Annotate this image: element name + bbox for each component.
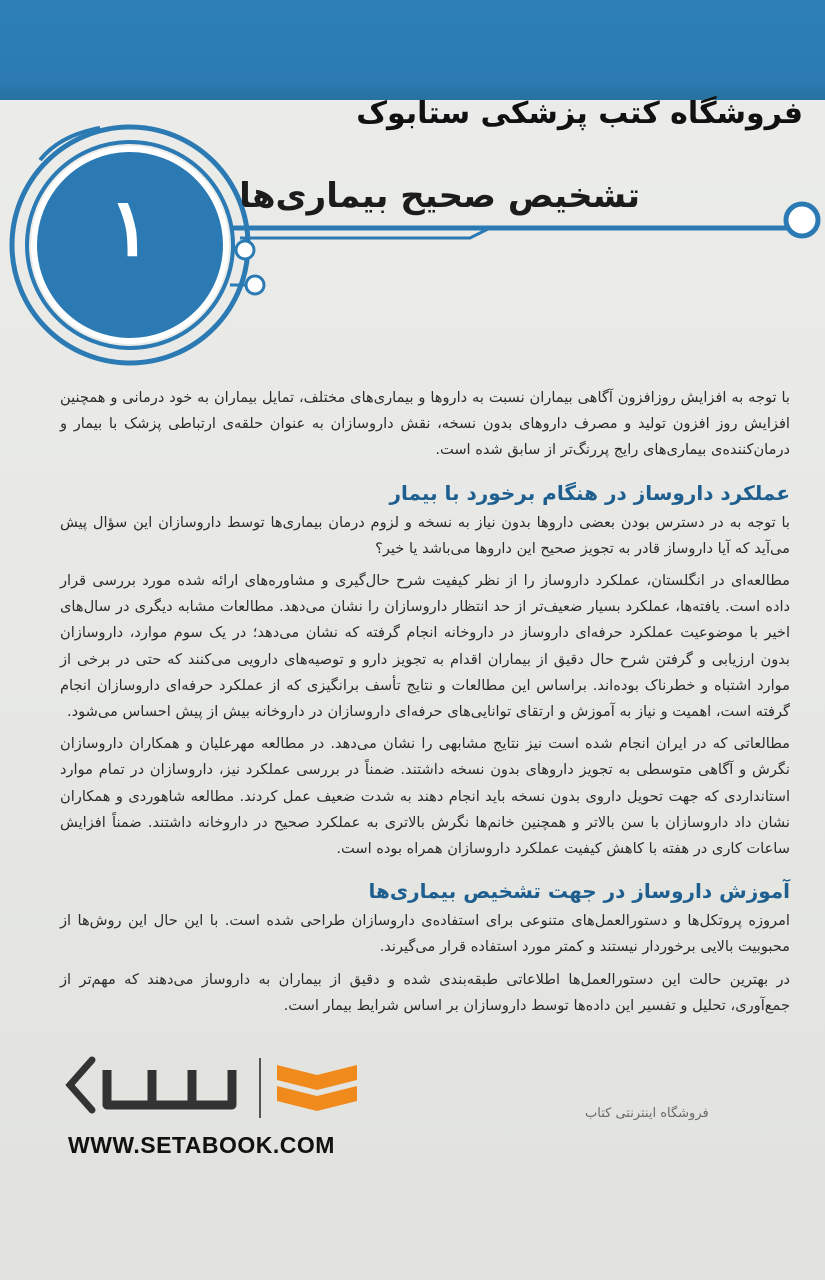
store-title: فروشگاه کتب پزشکی ستابوک bbox=[356, 96, 803, 131]
watermark-url: WWW.SETABOOK.COM bbox=[68, 1132, 335, 1158]
intro-paragraph: با توجه به افزایش روزافزون آگاهی بیماران نسبت به داروها و بیماری‌های مختلف، تمایل بیماران به خود درمانی و همچنین افزایش روز افزون تولید و مصرف داروهای بدون نسخه، نقش داروسازان به عنوان حلقه‌ی ارتباطی پزشک با بیمار و درمان‌کننده‌ی بیماری‌های رایج پررنگ‌تر از سابق شده است. bbox=[60, 389, 790, 459]
section-heading: آموزش داروساز در جهت تشخیص بیماری‌ها bbox=[368, 879, 790, 904]
paragraph: در بهترین حالت این دستورالعمل‌ها اطلاعاتی طبقه‌بندی شده و دقیق از بیماران به داروساز می‌دهند که مهم‌تر از جمع‌آوری، تحلیل و تفسیر این داده‌ها توسط داروسازان بر اساس شرایط بیمار است. bbox=[60, 970, 790, 1014]
paragraph: امروزه پروتکل‌ها و دستورالعمل‌های متنوعی برای استفاده‌ی داروسازان طراحی شده است. با این حال این روش‌ها از محبوبیت بالایی برخوردار نیستند و کمتر مورد استفاده قرار می‌گیرند. bbox=[60, 912, 790, 956]
top-color-band bbox=[0, 0, 825, 100]
chapter-title: تشخیص صحیح بیماری‌ها bbox=[239, 176, 640, 216]
watermark-subtitle: فروشگاه اینترنتی کتاب bbox=[585, 1106, 709, 1121]
paragraph: با توجه به در دسترس بودن بعضی داروها بدون نیاز به نسخه و لزوم درمان بیماری‌ها توسط داروسازان این سؤال پیش می‌آید که آیا داروساز قادر به تجویز صحیح این داروها می‌باشد یا خیر؟ bbox=[60, 513, 790, 557]
chapter-number: ۱ bbox=[108, 180, 152, 274]
main-content bbox=[60, 385, 790, 1025]
paragraph: مطالعه‌ای در انگلستان، عملکرد داروساز را از نظر کیفیت شرح حال‌گیری و مشاوره‌های ارائه شده مورد بررسی قرار داده است. یافته‌ها، عملکرد بسیار ضعیف‌تر از حد انتظار داروسازان را نشان می‌دهد. مطالعات مشابه دیگری در سال‌های اخیر با موضوعیت عملکرد حرفه‌ای داروساز در داروخانه انجام گرفته که نشان می‌دهد؛ در یک سوم موارد، داروسازان بدون ارزیابی و گرفتن شرح حال دقیق از بیماران اقدام به تجویز دارو و توصیه‌های دارویی می‌کنند که حتی در برخی از موارد اشتباه و خطرناک بوده‌اند. براساس این مطالعات و نتایج تأسف برانگیزی که از عملکرد حرفه‌ای داروسازان انجام گرفته است، اهمیت و نیاز به آموزش و ارتقای توانایی‌های حرفه‌ای داروسازان در داروخانه بیش از پیش احساس می‌شود. bbox=[60, 572, 790, 721]
paragraph: مطالعاتی که در ایران انجام شده است نیز نتایج مشابهی را نشان می‌دهد. در مطالعه مهرعلیان و همکاران داروسازان نگرش و آگاهی متوسطی به تجویز داروهای بدون نسخه داشتند. ضمناً در بررسی عملکرد نیز، داروسازان در تمام موارد استانداردی که جهت تحویل داروی بدون نسخه باید انجام دهند به شدت ضعیف عمل کردند. مطالعه شاهوردی و همکاران نشان داد داروسازان با سن بالاتر و همچنین خانم‌ها نگرش بالاتری به عملکرد صحیح در داروخانه داشتند. ضمناً افزایش ساعات کاری در هفته با کاهش کیفیت عملکرد داروسازان همراه بوده است. bbox=[60, 735, 790, 858]
section-heading: عملکرد داروساز در هنگام برخورد با بیمار bbox=[389, 480, 790, 505]
